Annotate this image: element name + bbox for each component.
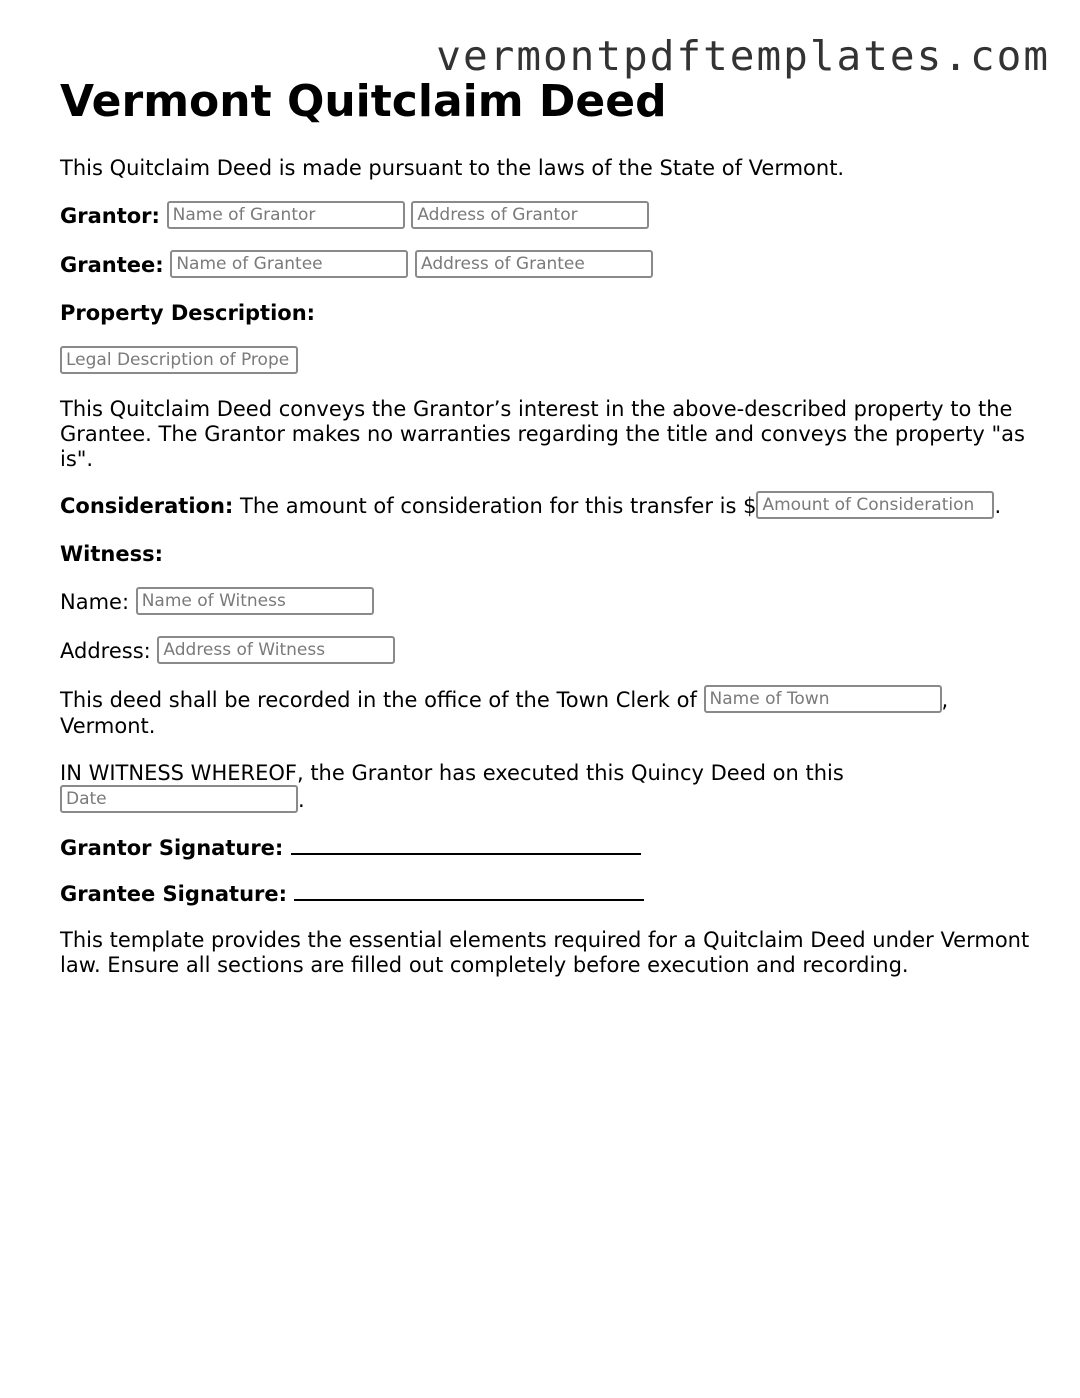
witness-name-field[interactable]: Name of Witness [136,587,374,615]
recording-row [60,687,948,715]
witness-address-row [60,638,395,666]
grantee-signature-row [60,881,644,907]
consideration-suffix: . [994,494,1002,518]
property-row [60,348,298,376]
witness-name-label: Name: [60,590,130,614]
consideration-label: Consideration: [60,494,234,518]
grantee-row [60,252,653,280]
intro-text: This Quitclaim Deed is made pursuant to the laws of the State of Vermont. [60,156,845,180]
recording-state: Vermont. [60,714,156,738]
grantor-label: Grantor: [60,204,160,228]
recording-suffix: , [941,688,949,712]
page-title: Vermont Quitclaim Deed [60,76,667,127]
date-row [60,787,305,815]
footer-text: This template provides the essential elements required for a Quitclaim Deed under Vermont law. Ensure all sections are filled out completely before execution and recording. [60,928,1030,977]
witness-name-row [60,589,374,617]
witness-heading: Witness: [60,542,163,566]
watermark: vermontpdftemplates.com [436,32,1050,80]
property-description-field[interactable]: Legal Description of Prope [60,346,298,374]
grantee-name-field[interactable]: Name of Grantee [170,250,408,278]
grantor-row [60,203,649,231]
town-name-field[interactable]: Name of Town [704,685,942,713]
grantor-signature-line[interactable] [291,835,641,855]
grantee-address-field[interactable]: Address of Grantee [415,250,653,278]
grantor-signature-label: Grantor Signature: [60,836,284,860]
grantee-signature-line[interactable] [294,881,644,901]
date-field[interactable]: Date [60,785,298,813]
grantor-signature-row [60,835,641,861]
consideration-text: The amount of consideration for this transfer is $ [233,494,757,518]
date-suffix: . [298,788,305,812]
witness-address-field[interactable]: Address of Witness [157,636,395,664]
grantee-signature-label: Grantee Signature: [60,882,288,906]
consideration-amount-field[interactable]: Amount of Consideration [756,491,994,519]
grantor-address-field[interactable]: Address of Grantor [411,201,649,229]
in-witness-text: IN WITNESS WHEREOF, the Grantor has executed this Quincy Deed on this [60,761,844,785]
witness-address-label: Address: [60,639,151,663]
grantee-label: Grantee: [60,253,164,277]
recording-text: This deed shall be recorded in the office of the Town Clerk of [60,688,704,712]
conveyance-text: This Quitclaim Deed conveys the Grantor’s interest in the above-described property to the Grantee. The Grantor makes no warranties regarding the title and conveys the property "as is". [60,397,1025,471]
property-heading: Property Description: [60,301,316,325]
consideration-row [60,493,1001,521]
grantor-name-field[interactable]: Name of Grantor [167,201,405,229]
